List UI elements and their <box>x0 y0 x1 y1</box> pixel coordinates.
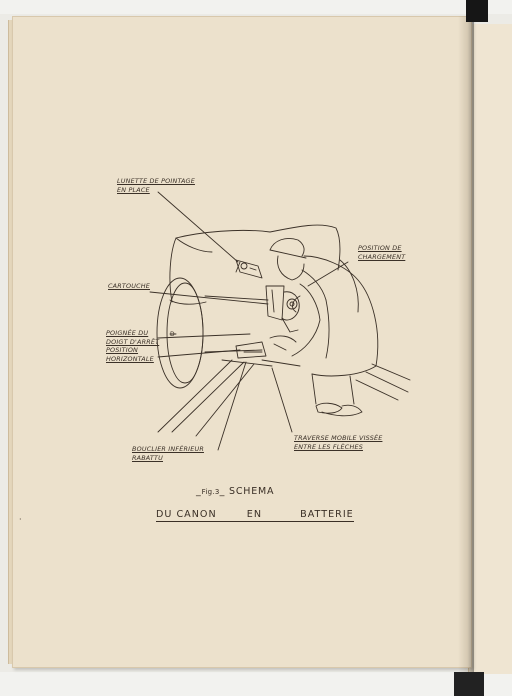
margin-mark: · <box>19 515 22 524</box>
label-traverse-mobile: TRAVERSE MOBILE VISSÉE ENTRE LES FLÈCHES <box>294 434 383 451</box>
figure-number: Fig.3 <box>201 488 220 496</box>
title-word-1: DU CANON <box>156 509 217 520</box>
svg-text:D: D <box>170 331 175 338</box>
label-poignee-du-doigt-d-arret: POIGNÉE DU DOIGT D'ARRÊT POSITION HORIZONTALE <box>106 329 160 363</box>
label-lunette-de-pointage: LUNETTE DE POINTAGE EN PLACE <box>117 177 195 194</box>
title-word-3: BATTERIE <box>300 509 354 520</box>
figure-caption: _Fig.3_ SCHEMA <box>196 486 275 497</box>
label-cartouche: CARTOUCHE <box>108 282 150 290</box>
figure-title <box>156 509 354 522</box>
figure-schema-word: SCHEMA <box>229 486 275 497</box>
title-word-2: EN <box>246 509 263 520</box>
label-bouclier-inferieur: BOUCLIER INFÉRIEUR RABATTU <box>132 445 204 462</box>
label-position-de-chargement: POSITION DE CHARGEMENT <box>358 244 406 261</box>
